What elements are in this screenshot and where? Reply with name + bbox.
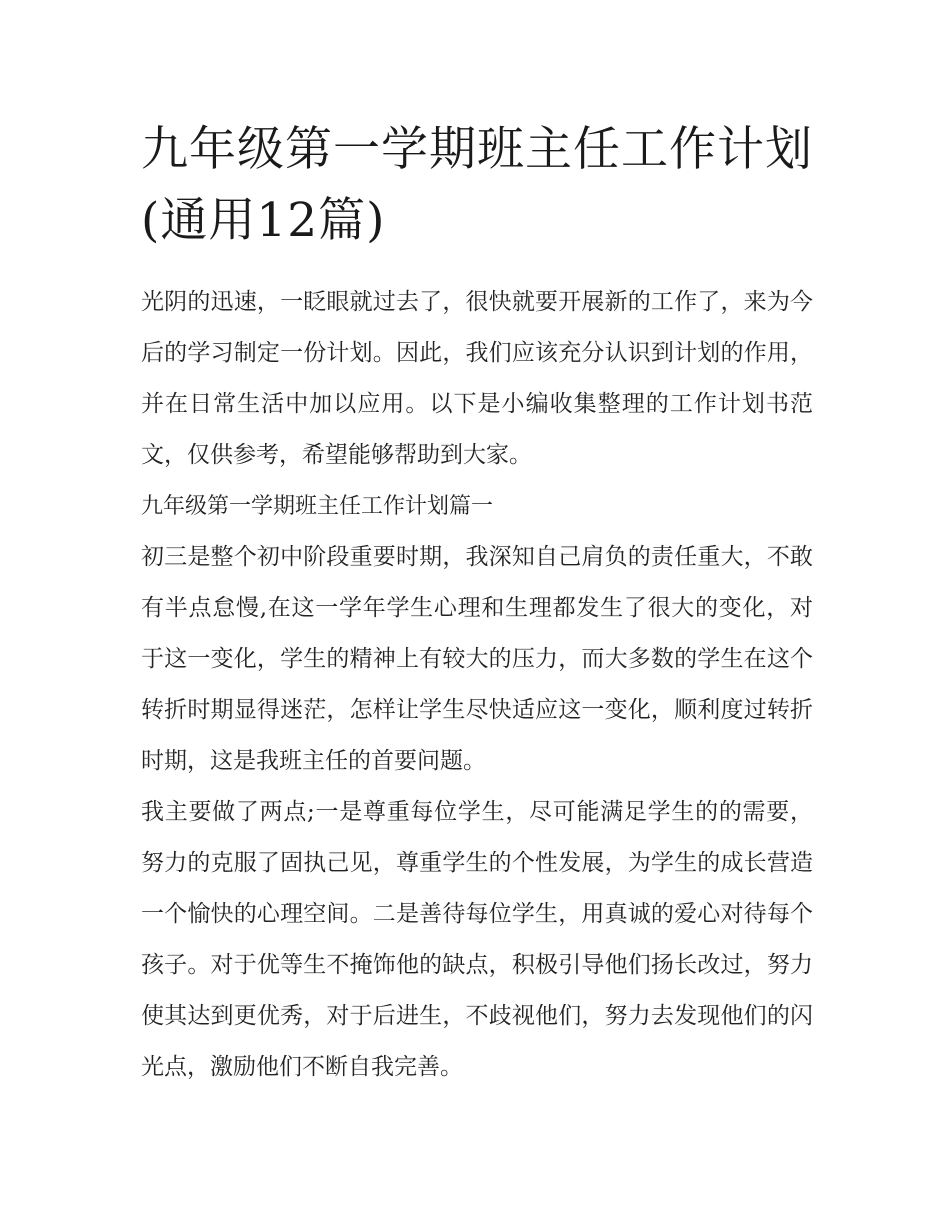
document-body	[141, 114, 813, 1093]
body-paragraph-2: 我主要做了两点;一是尊重每位学生，尽可能满足学生的的需要，努力的克服了固执己见，尊重学生的个性发展，为学生的成长营造一个愉快的心理空间。二是善待每位学生，用真诚的爱心对待每个孩子。对于优等生不掩饰他的缺点，积极引导他们扬长改过，努力使其达到更优秀，对于后进生，不歧视他们，努力去发现他们的闪光点，激励他们不断自我完善。	[141, 799, 813, 1080]
section-heading: 九年级第一学期班主任工作计划篇一	[141, 494, 494, 519]
intro-paragraph: 光阴的迅速，一眨眼就过去了，很快就要开展新的工作了，来为今后的学习制定一份计划。因此，我们应该充分认识到计划的作用，并在日常生活中加以应用。以下是小编收集整理的工作计划书范文，仅供参考，希望能够帮助到大家。	[141, 289, 813, 468]
document-title: 九年级第一学期班主任工作计划(通用12篇)	[141, 122, 813, 248]
body-paragraph-1: 初三是整个初中阶段重要时期，我深知自己肩负的责任重大，不敢有半点怠慢,在这一学年学生心理和生理都发生了很大的变化，对于这一变化，学生的精神上有较大的压力，而大多数的学生在这个转折时期显得迷茫，怎样让学生尽快适应这一变化，顺利度过转折时期，这是我班主任的首要问题。	[141, 544, 813, 774]
